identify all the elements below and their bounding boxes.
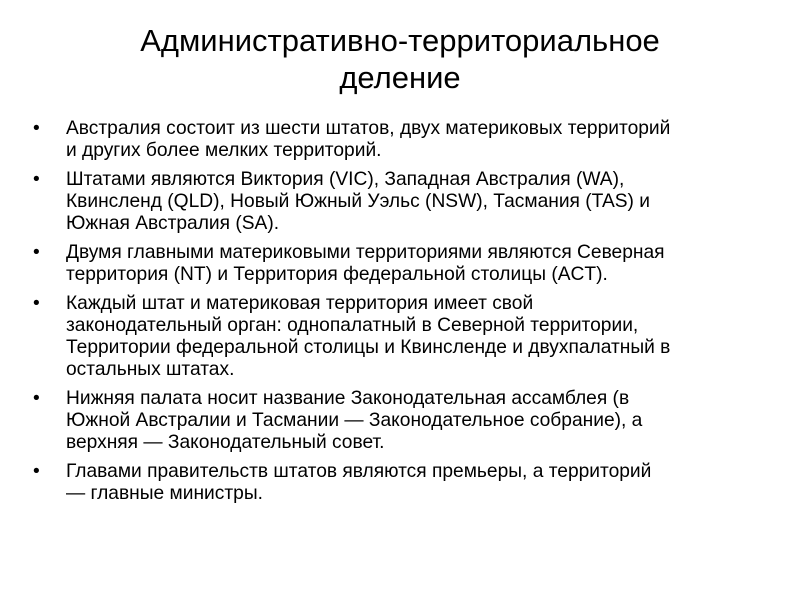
bullet-line: остальных штатах. [66,359,235,380]
bullet-line: Главами правительств штатов являются премьеры, а территорий [66,461,652,482]
bullet-item [0,293,800,381]
bullet-marker: • [33,169,40,190]
bullet-item [0,388,800,454]
bullet-marker: • [33,293,40,314]
bullet-line: Штатами являются Виктория (VIC), Западная Австралия (WA), [66,169,625,190]
bullet-line: Южной Австралии и Тасмании — Законодательное собрание), а [66,410,643,431]
bullet-line: и других более мелких территорий. [66,140,382,161]
bullet-marker: • [33,242,40,263]
bullet-line: Южная Австралия (SA). [66,213,280,234]
bullet-item [0,118,800,162]
bullet-line: Квинсленд (QLD), Новый Южный Уэльс (NSW), Тасмания (TAS) и [66,191,650,212]
bullet-item [0,169,800,235]
bullet-line: Австралия состоит из шести штатов, двух материковых территорий [66,118,671,139]
bullet-line: верхняя — Законодательный совет. [66,432,385,453]
bullet-line: законодательный орган: однопалатный в Северной территории, [66,315,639,336]
bullet-marker: • [33,461,40,482]
slide-title-line-1: Административно-территориальное [140,23,660,58]
bullet-marker: • [33,388,40,409]
bullet-line: территория (NT) и Территория федеральной столицы (ACT). [66,264,608,285]
bullet-line: Нижняя палата носит название Законодательная ассамблея (в [66,388,630,409]
slide-title [40,22,760,96]
bullet-item [0,461,800,505]
slide-title-line-2: деление [339,60,461,95]
bullet-line: Территории федеральной столицы и Квинсленде и двухпалатный в [66,337,671,358]
bullet-item [0,242,800,286]
bullet-marker: • [33,118,40,139]
bullet-line: — главные министры. [66,483,263,504]
bullet-line: Каждый штат и материковая территория имеет свой [66,293,534,314]
bullet-line: Двумя главными материковыми территориями являются Северная [66,242,665,263]
bullet-list [0,118,800,512]
